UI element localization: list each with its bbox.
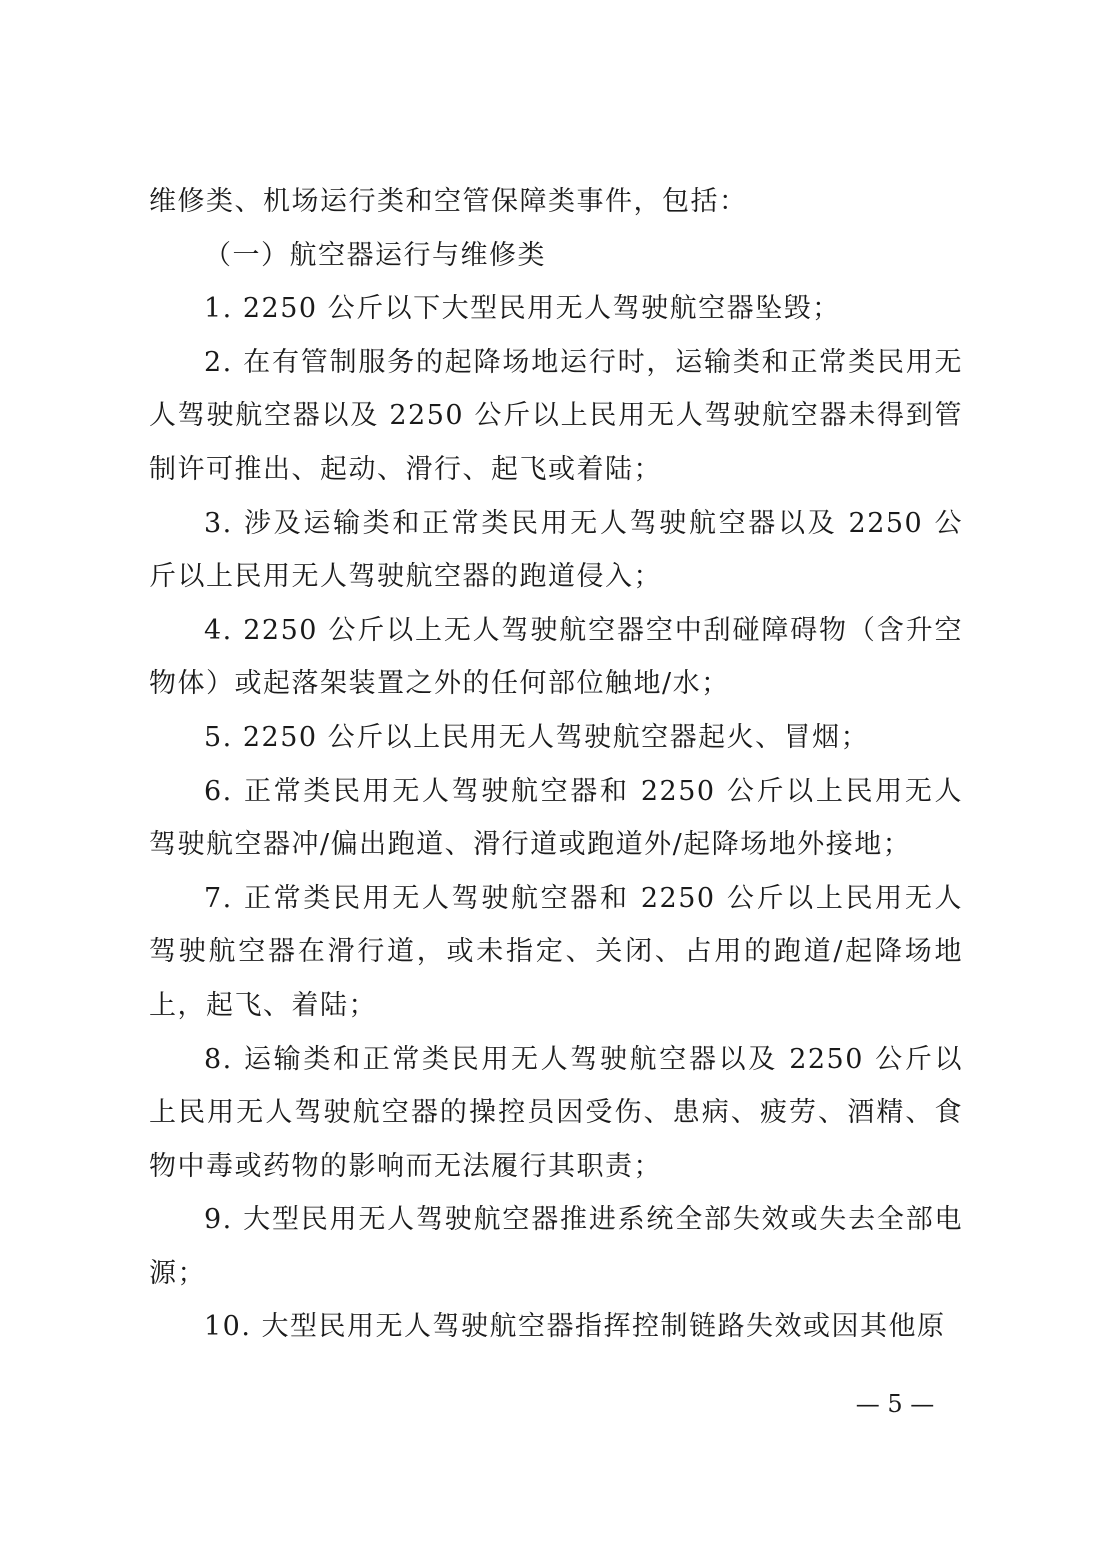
- list-item-7: 7. 正常类民用无人驾驶航空器和 2250 公斤以上民用无人驾驶航空器在滑行道，或未指定、关闭、占用的跑道/起降场地上，起飞、着陆；: [149, 882, 963, 1021]
- list-item-1: 1. 2250 公斤以下大型民用无人驾驶航空器坠毁；: [204, 293, 841, 325]
- list-item-10: 10. 大型民用无人驾驶航空器指挥控制链路失效或因其他原: [204, 1311, 946, 1343]
- list-item-3: 3. 涉及运输类和正常类民用无人驾驶航空器以及 2250 公斤以上民用无人驾驶航空器的跑道侵入；: [149, 507, 963, 593]
- body-text: [149, 175, 963, 1354]
- list-item-6: 6. 正常类民用无人驾驶航空器和 2250 公斤以上民用无人驾驶航空器冲/偏出跑道、滑行道或跑道外/起降场地外接地；: [149, 775, 963, 861]
- list-item-4: 4. 2250 公斤以上无人驾驶航空器空中刮碰障碍物（含升空物体）或起落架装置之外的任何部位触地/水；: [149, 614, 963, 700]
- paragraph-continuation: 维修类、机场运行类和空管保障类事件，包括：: [149, 186, 748, 217]
- list-item-2: 2. 在有管制服务的起降场地运行时，运输类和正常类民用无人驾驶航空器以及 2250 公斤以上民用无人驾驶航空器未得到管制许可推出、起动、滑行、起飞或着陆；: [149, 346, 963, 485]
- page-number: — 5 —: [855, 1390, 935, 1418]
- section-heading: （一）航空器运行与维修类: [204, 239, 546, 271]
- list-item-5: 5. 2250 公斤以上民用无人驾驶航空器起火、冒烟；: [204, 721, 870, 753]
- list-item-8: 8. 运输类和正常类民用无人驾驶航空器以及 2250 公斤以上民用无人驾驶航空器的操控员因受伤、患病、疲劳、酒精、食物中毒或药物的影响而无法履行其职责；: [149, 1043, 963, 1182]
- list-item-9: 9. 大型民用无人驾驶航空器推进系统全部失效或失去全部电源；: [149, 1204, 963, 1289]
